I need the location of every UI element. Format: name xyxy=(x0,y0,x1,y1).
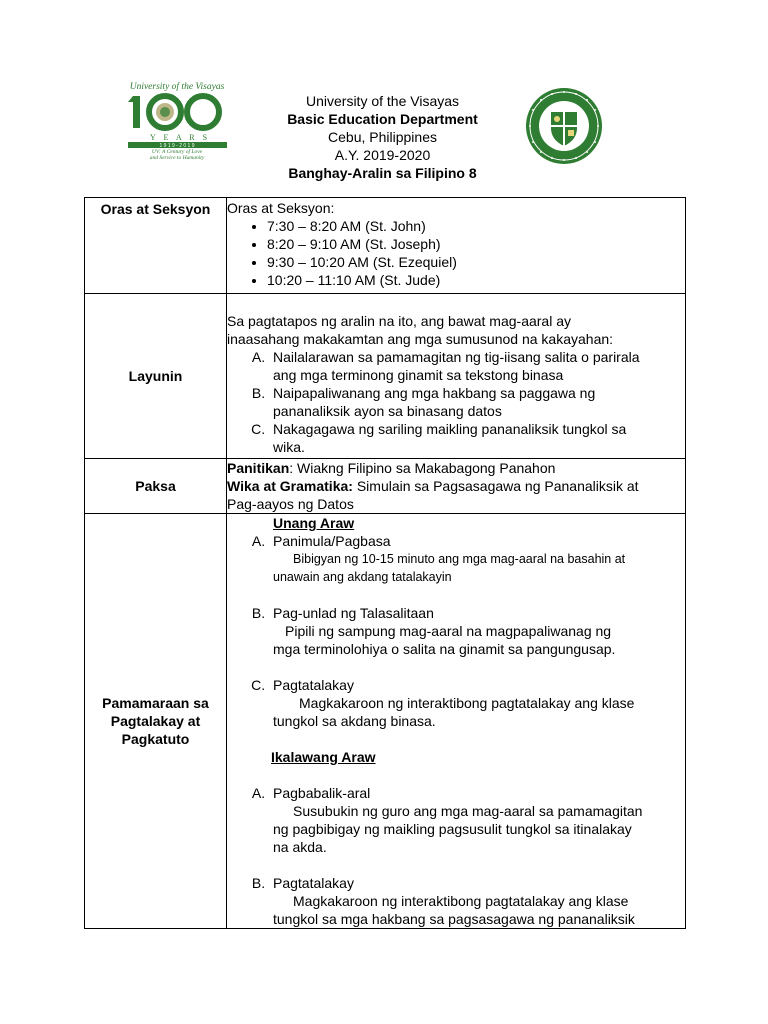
paksa-wika-cont: Pag-aayos ng Datos xyxy=(227,496,354,512)
logo-years-text: Y E A R S xyxy=(149,133,211,142)
day1-heading: Unang Araw xyxy=(273,515,355,531)
row-paksa xyxy=(85,459,686,514)
day2-item-a: A. Pagbabalik-aral Susubukin ng guro ang mga mag-aaral sa pamamagitan ng pagbibigay ng maikling pagsusulit tungkol sa itinalakay na akda. xyxy=(269,784,685,856)
day1-item-c: C. Pagtatalakay Magkakaroon ng interaktibong pagtatalakay ang klase tungkol sa akdang binasa. xyxy=(269,676,685,730)
logo-top-text: University of the Visayas xyxy=(129,82,225,92)
row-oras-at-seksyon xyxy=(85,198,686,294)
schedule-item: • 10:20 – 11:10 AM (St. Jude) xyxy=(267,271,685,289)
layunin-intro-1: Sa pagtatapos ng aralin na ito, ang bawat mag-aaral ay xyxy=(227,313,572,329)
logo-tagline-2: and Service to Humanity xyxy=(149,155,205,160)
schedule-item: • 8:20 – 9:10 AM (St. Joseph) xyxy=(267,235,685,253)
row-layunin xyxy=(85,294,686,459)
university-name: University of the Visayas xyxy=(305,93,460,109)
content-paksa xyxy=(227,459,686,514)
day1-list-c xyxy=(227,676,685,730)
layunin-intro-2: inaasahang makakamtan ang mga sumusunod na kakayahan: xyxy=(227,331,614,347)
day1-list-b xyxy=(227,604,685,658)
lesson-plan-table xyxy=(84,197,686,929)
schedule-item: • 9:30 – 10:20 AM (St. Ezequiel) xyxy=(267,253,685,271)
academic-year: A.Y. 2019-2020 xyxy=(334,147,431,163)
paksa-panitikan: Panitikan: Wiakng Filipino sa Makabagong Panahon xyxy=(227,460,556,476)
logo-tagline-1: UV: A Century of Love xyxy=(151,149,203,155)
label-pamamaraan: Pamamaraan sa Pagtalakay at Pagkatuto xyxy=(85,514,227,929)
schedule-list xyxy=(227,217,685,289)
paksa-wika: Wika at Gramatika: Simulain sa Pagsasagawa ng Pananaliksik at xyxy=(227,478,639,494)
day1-item-a: A. Panimula/Pagbasa Bibigyan ng 10-15 minuto ang mga mag-aaral na basahin at unawain ang akdang tatalakayin xyxy=(269,532,685,586)
day1-list-a xyxy=(227,532,685,586)
bed-seal-logo xyxy=(524,86,604,166)
document-header xyxy=(250,92,515,182)
day2-list-b xyxy=(227,874,685,928)
label-layunin: Layunin xyxy=(85,294,227,459)
schedule-item: • 7:30 – 8:20 AM (St. John) xyxy=(267,217,685,235)
content-oras-at-seksyon xyxy=(227,198,686,294)
day1-item-b: B. Pag-unlad ng Talasalitaan Pipili ng sampung mag-aaral na magpapaliwanag ng mga terminolohiya o salita na ginamit sa pangungusap. xyxy=(269,604,685,658)
objectives-list xyxy=(227,348,685,456)
day2-list-a xyxy=(227,784,685,856)
oras-heading: Oras at Seksyon: xyxy=(227,200,335,216)
row-pamamaraan xyxy=(85,514,686,929)
content-pamamaraan xyxy=(227,514,686,929)
content-layunin xyxy=(227,294,686,459)
objective-item: A. Nailalarawan sa pamamagitan ng tig-iisang salita o parirala ang mga terminong ginamit sa tekstong binasa xyxy=(269,348,685,384)
logo-dates-text: 1 9 1 9 - 2 0 1 9 xyxy=(159,143,195,149)
uv-100-years-logo xyxy=(125,80,230,160)
location: Cebu, Philippines xyxy=(328,129,437,145)
day2-item-b: B. Pagtatalakay Magkakaroon ng interaktibong pagtatalakay ang klase tungkol sa mga hakbang sa pagsasagawa ng pananaliksik xyxy=(269,874,685,928)
day2-heading: Ikalawang Araw xyxy=(271,749,376,765)
label-oras-at-seksyon: Oras at Seksyon xyxy=(85,198,227,294)
department-name: Basic Education Department xyxy=(287,111,478,127)
label-paksa: Paksa xyxy=(85,459,227,514)
objective-item: B. Naipapaliwanang ang mga hakbang sa paggawa ng pananaliksik ayon sa binasang datos xyxy=(269,384,685,420)
objective-item: C. Nakagagawa ng sariling maikling pananaliksik tungkol sa wika. xyxy=(269,420,685,456)
document-title: Banghay-Aralin sa Filipino 8 xyxy=(288,165,477,181)
